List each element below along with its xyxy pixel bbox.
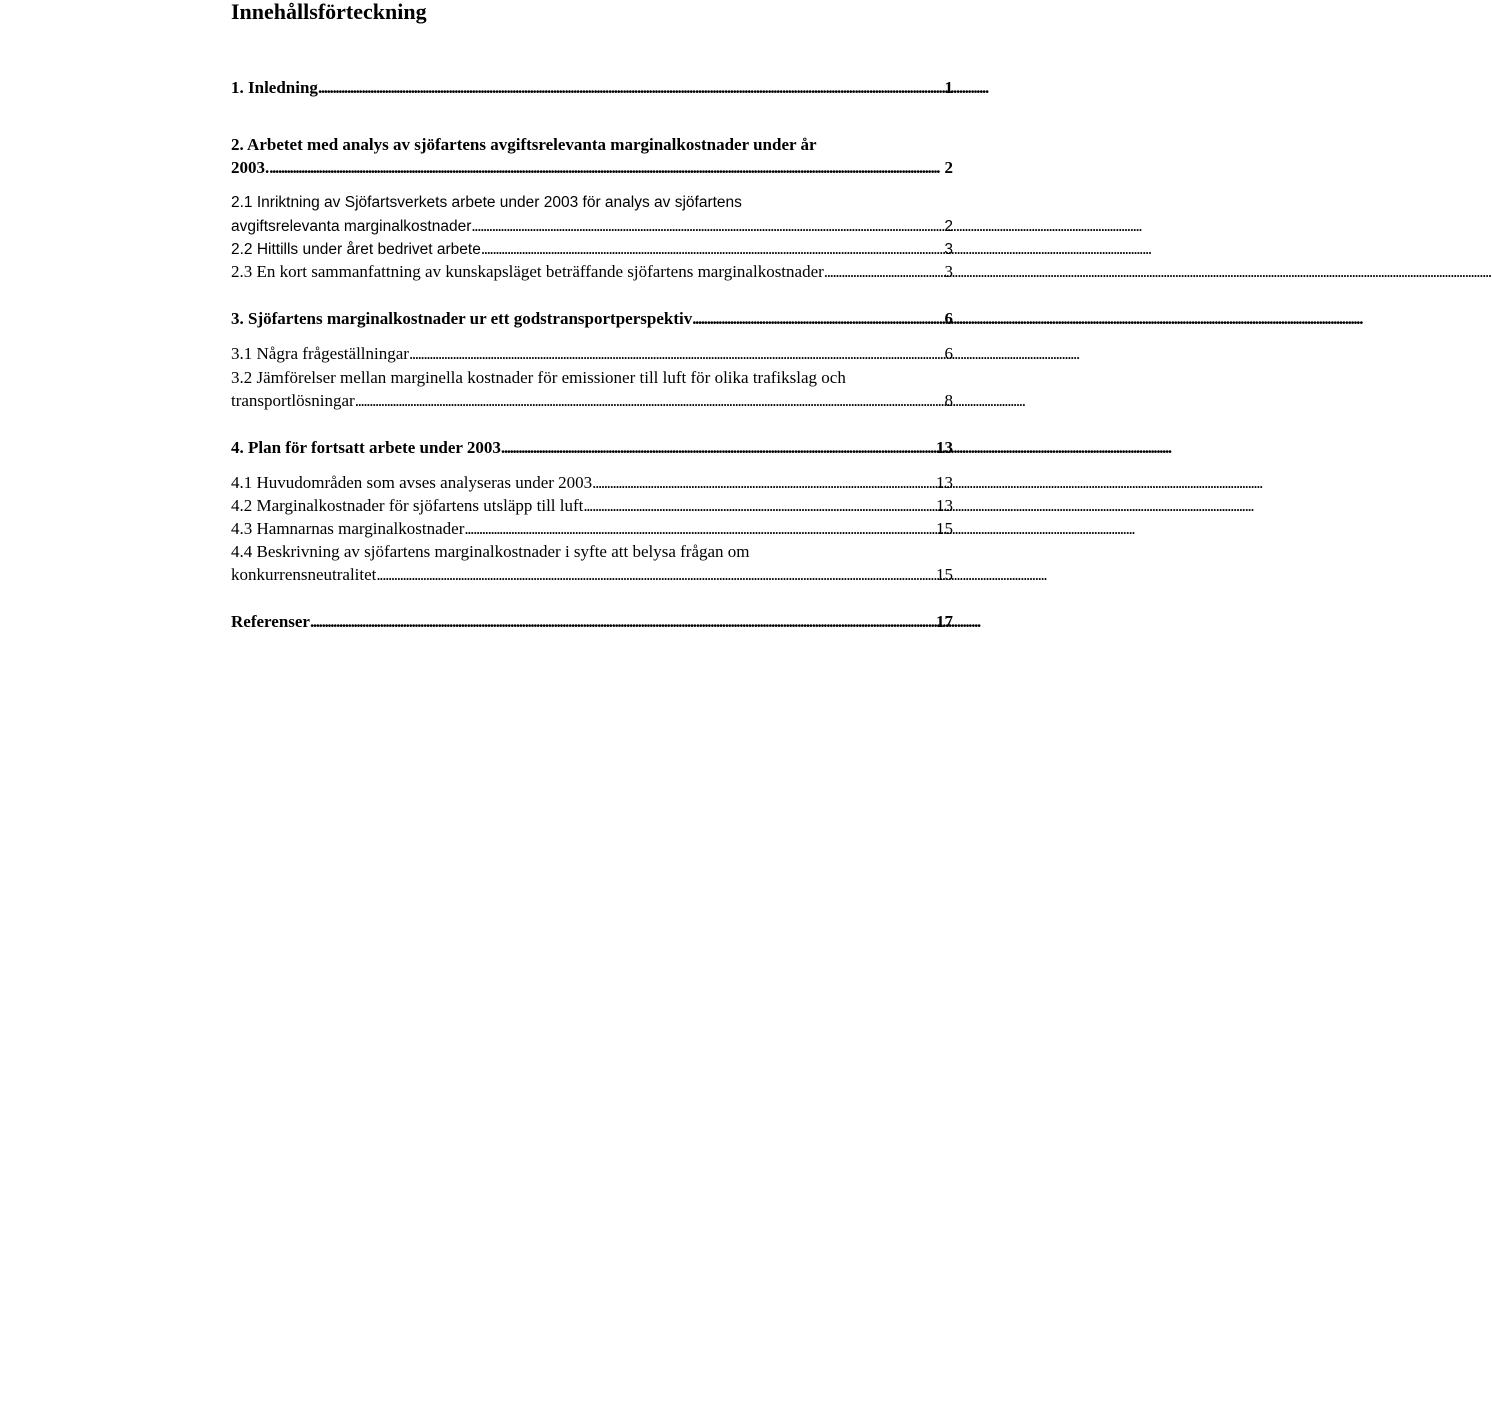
toc-entry-text: 3.2 Jämförelser mellan marginella kostnader för emissioner till luft för olika trafikslag och — [231, 368, 846, 387]
toc-entry-text-continued: 2003. — [231, 158, 270, 177]
toc-entry-3-1[interactable] — [231, 342, 953, 365]
toc-entry-text: 4. Plan för fortsatt arbete under 2003 — [231, 438, 501, 457]
toc-page-number: 8 — [944, 391, 953, 410]
toc-entry-4-1[interactable] — [231, 471, 953, 494]
toc-page-number: 2 — [944, 218, 953, 235]
toc-entry-3[interactable] — [231, 307, 953, 330]
toc-page-number: 3 — [944, 262, 953, 281]
toc-entry-4-4[interactable] — [231, 540, 953, 586]
toc-page-number: 2 — [944, 158, 953, 177]
toc-entry-text: 2. Arbetet med analys av sjöfartens avgiftsrelevanta marginalkostnader under år — [231, 135, 817, 154]
dot-leader — [464, 517, 932, 540]
toc-entry-1[interactable] — [231, 76, 953, 99]
toc-entry-2[interactable] — [231, 133, 953, 179]
toc-entry-text-continued: transportlösningar — [231, 391, 355, 410]
toc-entry-text: 3. Sjöfartens marginalkostnader ur ett godstransportperspektiv — [231, 309, 693, 328]
toc-page-number: 15 — [936, 519, 953, 538]
dot-leader — [583, 494, 932, 517]
toc-entry-text: 4.2 Marginalkostnader för sjöfartens utsläpp till luft — [231, 496, 584, 515]
dot-leader — [318, 76, 941, 99]
toc-page-number: 6 — [944, 344, 953, 363]
toc-entry-3-2[interactable] — [231, 366, 953, 412]
toc-entry-2-1[interactable] — [231, 191, 953, 238]
toc-entry-text: Referenser — [231, 612, 310, 631]
toc-entry-text-continued: avgiftsrelevanta marginalkostnader — [231, 218, 472, 235]
toc-page-number: 17 — [936, 612, 953, 631]
toc-title: Innehållsförteckning — [231, 0, 427, 24]
toc-entry-text-continued: konkurrensneutralitet — [231, 565, 377, 584]
toc-entry-text: 4.3 Hamnarnas marginalkostnader — [231, 519, 465, 538]
toc-page-number: 1 — [944, 78, 953, 97]
toc-entry-2-2[interactable] — [231, 237, 953, 261]
toc-entry-text: 4.4 Beskrivning av sjöfartens marginalkostnader i syfte att belysa frågan om — [231, 542, 750, 561]
toc-entry-text: 1. Inledning — [231, 78, 318, 97]
toc-entry-text: 4.1 Huvudområden som avses analyseras under 2003 — [231, 473, 593, 492]
toc-entry-text: 3.1 Några frågeställningar — [231, 344, 409, 363]
dot-leader — [269, 156, 940, 179]
toc-entry-4-2[interactable] — [231, 494, 953, 517]
toc-page-number: 13 — [936, 496, 953, 515]
toc-entry-2-3[interactable] — [231, 260, 953, 283]
toc-entry-4-3[interactable] — [231, 517, 953, 540]
dot-leader — [481, 237, 941, 260]
dot-leader — [376, 563, 932, 586]
toc-page-number: 15 — [936, 565, 953, 584]
toc-entry-referenser[interactable] — [231, 610, 953, 633]
dot-leader — [409, 342, 941, 365]
dot-leader — [692, 307, 940, 330]
toc-page-number: 13 — [936, 473, 953, 492]
toc-page-number: 6 — [944, 309, 953, 328]
dot-leader — [355, 389, 941, 412]
toc-entry-text: 2.3 En kort sammanfattning av kunskapsläget beträffande sjöfartens marginalkostnader — [231, 262, 824, 281]
toc-entry-text: 2.2 Hittills under året bedrivet arbete — [231, 241, 481, 258]
toc-page-number: 13 — [936, 438, 953, 457]
dot-leader — [824, 260, 941, 283]
dot-leader — [592, 471, 932, 494]
dot-leader — [471, 214, 940, 237]
toc-entry-text: 2.1 Inriktning av Sjöfartsverkets arbete under 2003 för analys av sjöfartens — [231, 194, 742, 211]
toc-entry-4[interactable] — [231, 436, 953, 459]
dot-leader — [501, 436, 932, 459]
dot-leader — [310, 610, 932, 633]
toc-page-number: 3 — [944, 241, 953, 258]
